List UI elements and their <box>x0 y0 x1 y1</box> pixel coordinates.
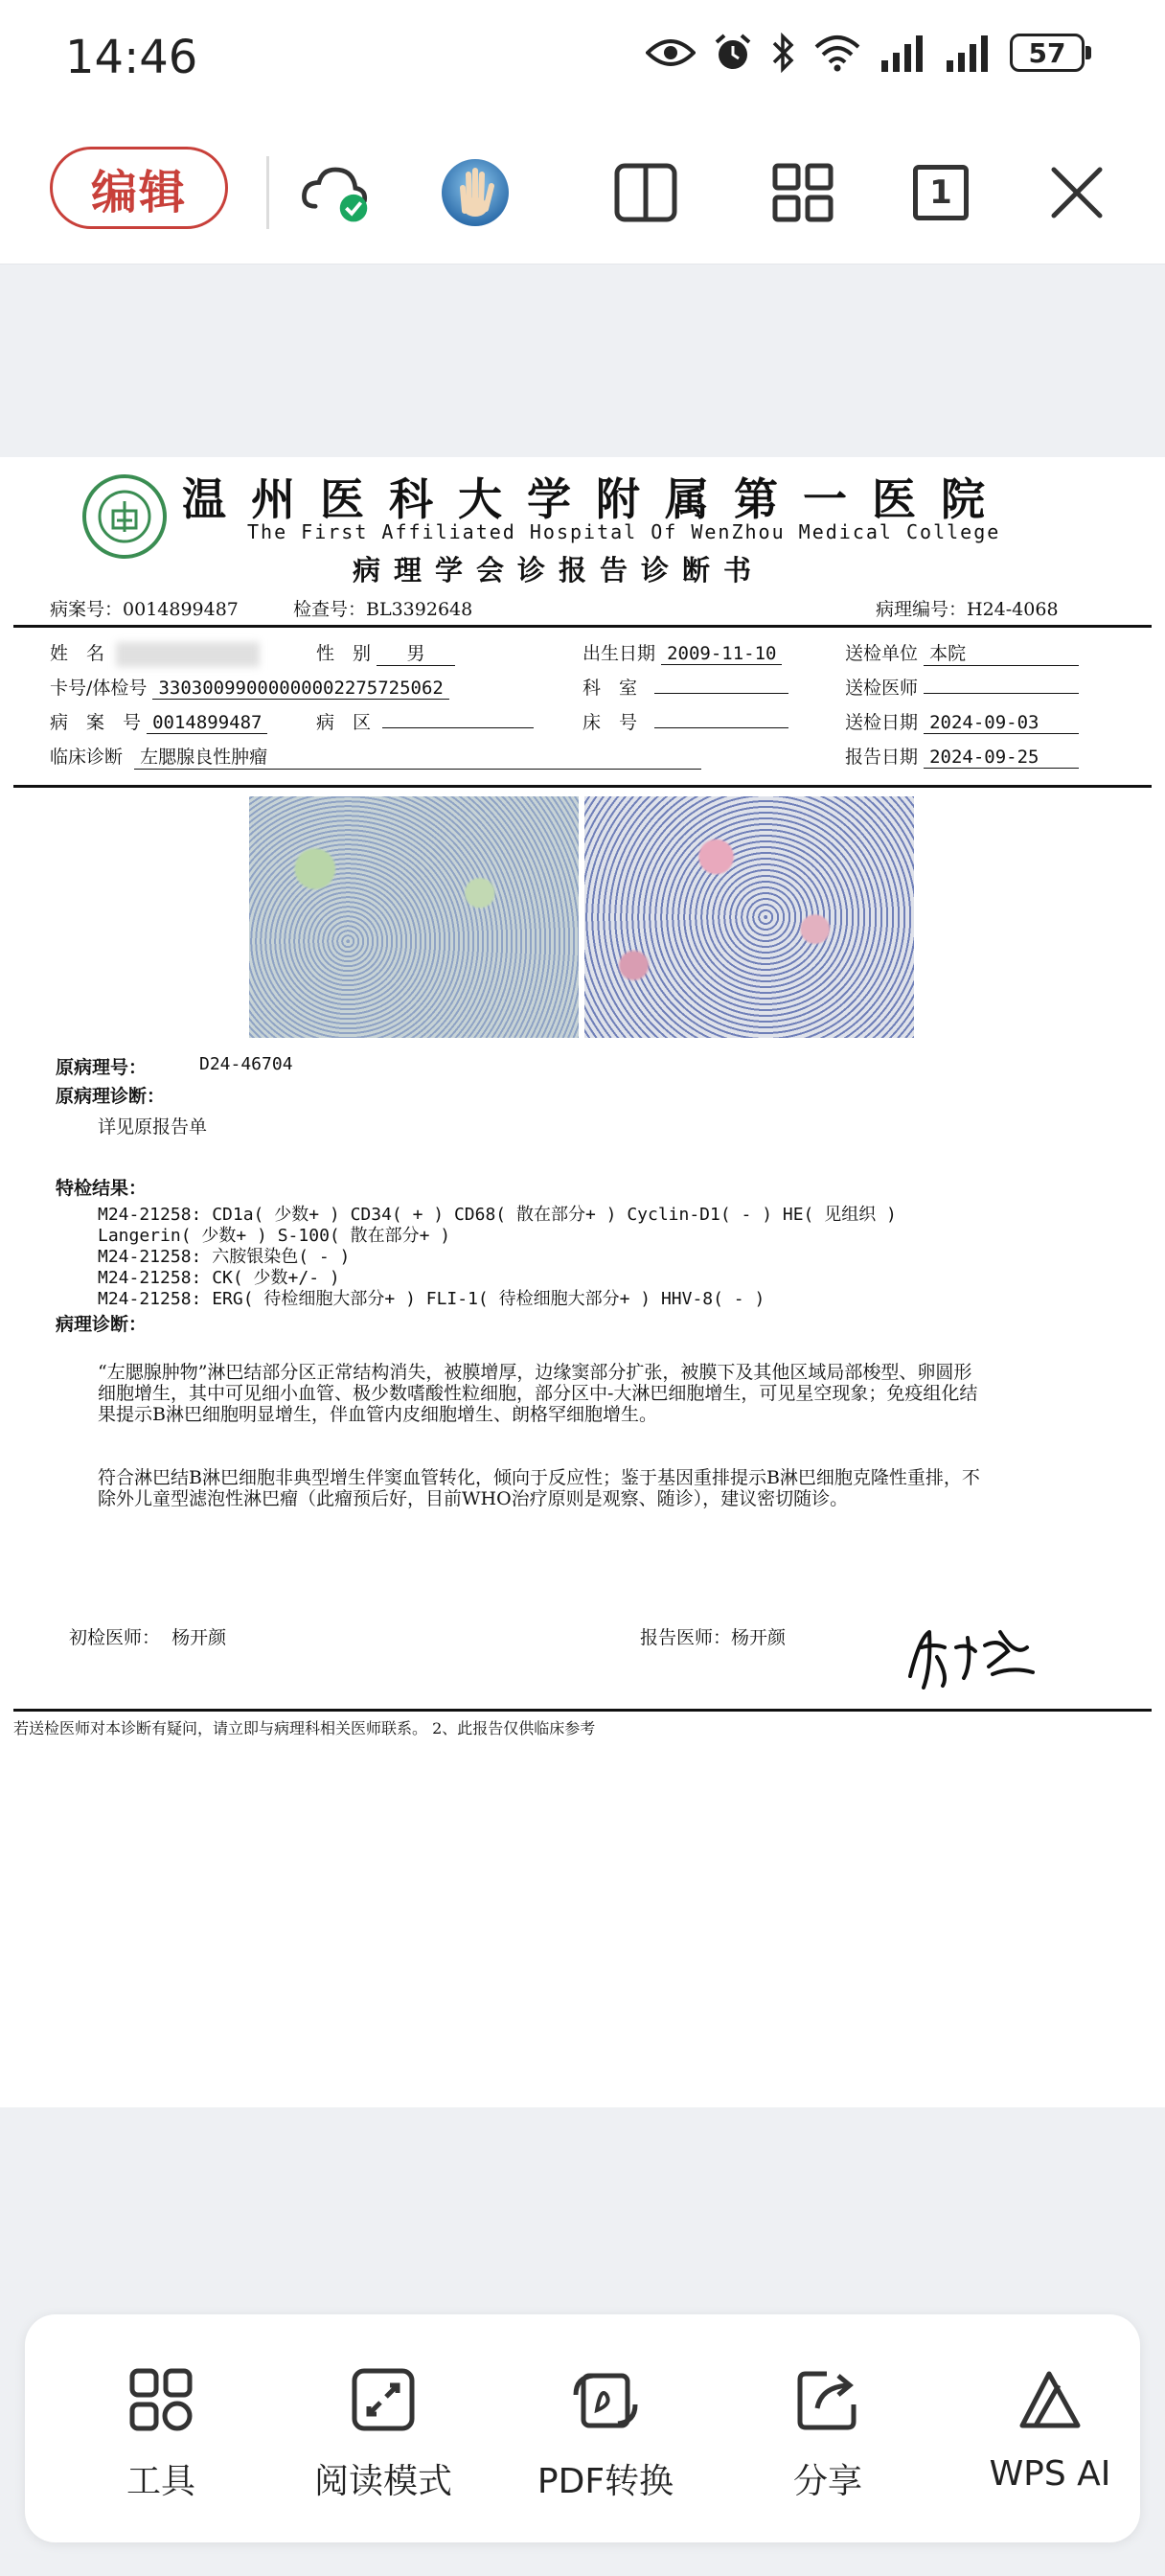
read-mode-button[interactable] <box>287 2366 479 2503</box>
pdf-convert-button[interactable] <box>510 2366 701 2503</box>
tools-button[interactable] <box>65 2366 257 2503</box>
name-field: 姓 名 <box>50 639 260 667</box>
info-rule <box>13 785 1152 788</box>
record-field: 病 案 号 0014899487 <box>50 708 267 734</box>
toolbar-divider <box>266 156 269 229</box>
ward-field: 病 区 <box>316 708 534 734</box>
cloud-sync-icon[interactable] <box>299 156 372 229</box>
first-doctor: 初检医师： 杨开颜 <box>69 1627 227 1648</box>
pdf-convert-icon <box>572 2366 639 2433</box>
report-doctor: 报告医师：杨开颜 <box>640 1627 787 1648</box>
hospital-logo <box>82 474 167 559</box>
read-mode-icon <box>350 2366 417 2433</box>
diagnosis-paragraph-2: 符合淋巴结B淋巴细胞非典型增生伴窦血管转化，倾向于反应性；鉴于基因重排提示B淋巴细胞克隆性重排，不除外儿童型滤泡性淋巴瘤（此瘤预后好，目前WHO治疗原则是观察、随诊），建议密切随诊。 <box>98 1467 980 1509</box>
signal-icon-2 <box>945 34 993 72</box>
hospital-name: 温州医科大学附属第一医院 <box>182 473 1010 525</box>
special-line: M24-21258: CK( 少数+/- ) <box>98 1268 340 1288</box>
hand-app-icon[interactable] <box>439 156 512 229</box>
signal-icon <box>879 34 927 72</box>
page-count-label: 1 <box>913 165 969 220</box>
card-field: 卡号/体检号 33030099000000002275725062 <box>50 674 449 700</box>
report-date-field: 报告日期 2024-09-25 <box>845 743 1079 769</box>
diag-label: 病理诊断： <box>56 1314 148 1335</box>
case-number: 病案号：0014899487 <box>50 599 239 620</box>
share-button[interactable] <box>732 2366 924 2503</box>
eye-icon <box>646 35 696 70</box>
bed-field: 床 号 <box>582 708 788 734</box>
read-mode-label: 阅读模式 <box>313 2462 452 2501</box>
orig-no-label: 原病理号： <box>56 1057 148 1078</box>
edit-button[interactable]: 编辑 <box>50 147 228 229</box>
close-icon[interactable] <box>1040 156 1113 229</box>
hospital-name-en: The First Affiliated Hospital Of WenZhou Medical College <box>247 520 1001 543</box>
exam-number: 检查号：BL3392648 <box>293 599 473 620</box>
share-icon <box>794 2366 861 2433</box>
tools-icon <box>127 2366 194 2433</box>
wps-ai-icon <box>1017 2366 1084 2433</box>
doctor-signature <box>901 1619 1044 1695</box>
page-count-button[interactable] <box>904 156 977 229</box>
diagnosis-paragraph-1: “左腮腺肿物”淋巴结部分区正常结构消失，被膜增厚，边缘窦部分扩张，被膜下及其他区域局部梭型、卵圆形细胞增生，其中可见细小血管、极少数嗜酸性粒细胞，部分区中-大淋巴细胞增生，可见星空现象；免疫组化结果提示B淋巴细胞明显增生，伴血管内皮细胞增生、朗格罕细胞增生。 <box>98 1362 978 1425</box>
wifi-icon <box>812 34 862 72</box>
special-line: M24-21258: ERG( 待检细胞大部分+ ) FLI-1( 待检细胞大部分+ ) HHV-8( - ) <box>98 1289 765 1309</box>
pathology-number: 病理编号：H24-4068 <box>876 599 1059 620</box>
orig-no-value: D24-46704 <box>199 1054 293 1074</box>
wps-ai-button[interactable] <box>954 2366 1146 2494</box>
footer-rule <box>13 1709 1152 1712</box>
share-label: 分享 <box>792 2462 862 2501</box>
bluetooth-icon <box>770 33 795 73</box>
status-icons <box>646 33 1085 73</box>
send-unit-field: 送检单位 本院 <box>845 639 1079 666</box>
alarm-icon <box>713 33 753 73</box>
redacted-name <box>116 642 260 667</box>
special-label: 特检结果： <box>56 1178 148 1199</box>
top-toolbar <box>0 120 1165 264</box>
grid-view-icon[interactable] <box>766 156 839 229</box>
orig-diag-label: 原病理诊断： <box>56 1086 166 1107</box>
wps-ai-label: WPS AI <box>989 2454 1111 2494</box>
special-line: Langerin( 少数+ ) S-100( 散在部分+ ) <box>98 1226 451 1246</box>
tools-label: 工具 <box>126 2462 195 2501</box>
micrograph-left <box>249 796 579 1038</box>
send-doctor-field: 送检医师 <box>845 674 1079 700</box>
send-date-field: 送检日期 2024-09-03 <box>845 708 1079 734</box>
footer-note: 若送检医师对本诊断有疑问，请立即与病理科相关医师联系。 2、此报告仅供临床参考 <box>13 1719 596 1737</box>
gender-field: 性 别 男 <box>316 639 455 666</box>
micrograph-right <box>584 796 914 1038</box>
battery-indicator: 57 <box>1010 34 1085 72</box>
bottom-action-bar <box>25 2314 1140 2542</box>
status-time: 14:46 <box>65 31 198 84</box>
pdf-convert-label: PDF转换 <box>537 2462 674 2501</box>
dept-field: 科 室 <box>582 674 788 700</box>
split-view-icon[interactable] <box>609 156 682 229</box>
special-line: M24-21258: CD1a( 少数+ ) CD34( + ) CD68( 散在部分+ ) Cyclin-D1( - ) HE( 见组织 ) <box>98 1205 897 1225</box>
birth-field: 出生日期 2009-11-10 <box>582 639 782 665</box>
status-bar <box>0 0 1165 120</box>
document-title: 病理学会诊报告诊断书 <box>353 554 765 586</box>
header-rule <box>13 625 1152 628</box>
orig-diag-value: 详见原报告单 <box>98 1116 208 1138</box>
special-line: M24-21258: 六胺银染色( - ) <box>98 1247 351 1267</box>
document-page <box>0 457 1165 2107</box>
clinical-diagnosis-field: 临床诊断 左腮腺良性肿瘤 <box>50 743 701 770</box>
